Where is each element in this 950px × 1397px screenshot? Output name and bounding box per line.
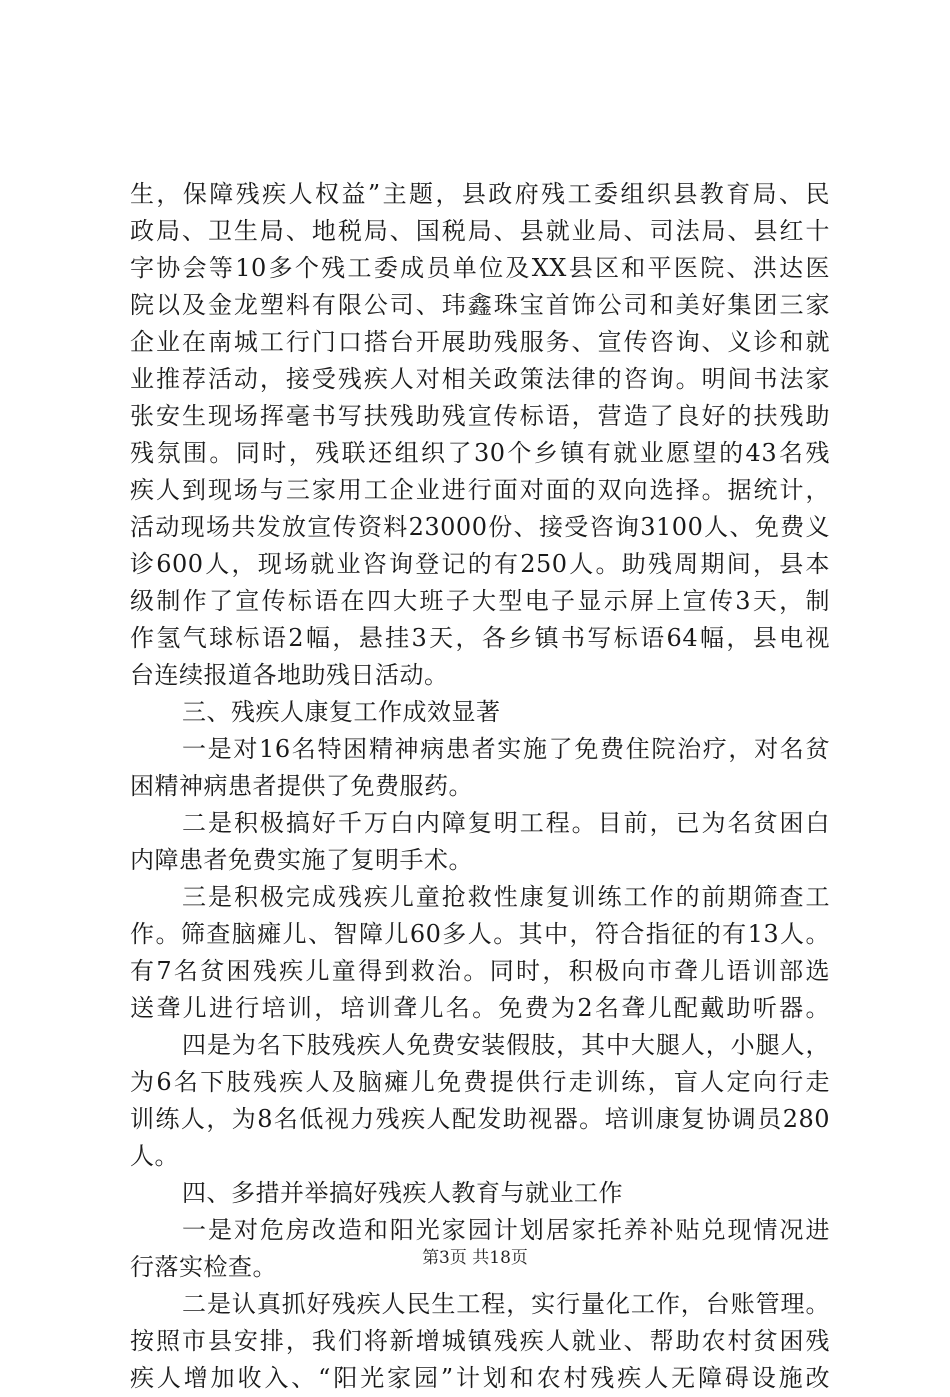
text-line: 业推荐活动，接受残疾人对相关政策法律的咨询。明间书法家 xyxy=(130,365,830,393)
text-line: 疾人到现场与三家用工企业进行面对面的双向选择。据统计， xyxy=(130,476,830,504)
text-line: 级制作了宣传标语在四大班子大型电子显示屏上宣传3天，制 xyxy=(130,587,830,615)
text-line: 送聋儿进行培训，培训聋儿名。免费为2名聋儿配戴助听器。 xyxy=(130,994,830,1022)
text-line: 院以及金龙塑料有限公司、玮鑫珠宝首饰公司和美好集团三家 xyxy=(130,291,830,319)
text-line: 生，保障残疾人权益”主题，县政府残工委组织县教育局、民 xyxy=(130,180,830,208)
text-line: 内障患者免费实施了复明手术。 xyxy=(130,846,473,874)
text-line: 二是积极搞好千万白内障复明工程。目前，已为名贫困白 xyxy=(182,809,830,837)
text-line: 一是对危房改造和阳光家园计划居家托养补贴兑现情况进 xyxy=(182,1216,830,1244)
text-line: 三是积极完成残疾儿童抢救性康复训练工作的前期筛查工 xyxy=(182,883,830,911)
text-line: 疾人增加收入、“阳光家园”计划和农村残疾人无障碍设施改 xyxy=(130,1364,830,1392)
text-line: 二是认真抓好残疾人民生工程，实行量化工作，台账管理。 xyxy=(182,1290,830,1318)
text-line: 困精神病患者提供了免费服药。 xyxy=(130,772,473,800)
section-heading: 三、残疾人康复工作成效显著 xyxy=(182,698,501,726)
text-line: 四是为名下肢残疾人免费安装假肢，其中大腿人，小腿人， xyxy=(182,1031,830,1059)
text-line: 活动现场共发放宣传资料23000份、接受咨询3100人、免费义 xyxy=(130,513,830,541)
text-line: 有7名贫困残疾儿童得到救治。同时，积极向市聋儿语训部选 xyxy=(130,957,830,985)
text-line: 训练人，为8名低视力残疾人配发助视器。培训康复协调员280 xyxy=(130,1105,830,1133)
text-line: 诊600人，现场就业咨询登记的有250人。助残周期间，县本 xyxy=(130,550,830,578)
body-text xyxy=(130,176,830,1397)
text-line: 按照市县安排，我们将新增城镇残疾人就业、帮助农村贫困残 xyxy=(130,1327,830,1355)
text-line: 作氢气球标语2幅，悬挂3天，各乡镇书写标语64幅，县电视 xyxy=(130,624,830,652)
page-number-footer: 第3页 共18页 xyxy=(422,1248,528,1268)
text-line: 作。筛查脑瘫儿、智障儿60多人。其中，符合指征的有13人。 xyxy=(130,920,830,948)
text-line: 企业在南城工行门口搭台开展助残服务、宣传咨询、义诊和就 xyxy=(130,328,830,356)
section-heading: 四、多措并举搞好残疾人教育与就业工作 xyxy=(182,1179,623,1207)
text-line: 为6名下肢残疾人及脑瘫儿免费提供行走训练，盲人定向行走 xyxy=(130,1068,830,1096)
text-line: 政局、卫生局、地税局、国税局、县就业局、司法局、县红十 xyxy=(130,217,830,245)
text-line: 人。 xyxy=(130,1142,179,1170)
text-line: 一是对16名特困精神病患者实施了免费住院治疗，对名贫 xyxy=(182,735,830,763)
text-line: 张安生现场挥毫书写扶残助残宣传标语，营造了良好的扶残助 xyxy=(130,402,830,430)
text-line: 台连续报道各地助残日活动。 xyxy=(130,661,449,689)
text-line: 残氛围。同时，残联还组织了30个乡镇有就业愿望的43名残 xyxy=(130,439,830,467)
text-line: 行落实检查。 xyxy=(130,1253,277,1281)
text-line: 字协会等10多个残工委成员单位及XX县区和平医院、洪达医 xyxy=(130,254,830,282)
